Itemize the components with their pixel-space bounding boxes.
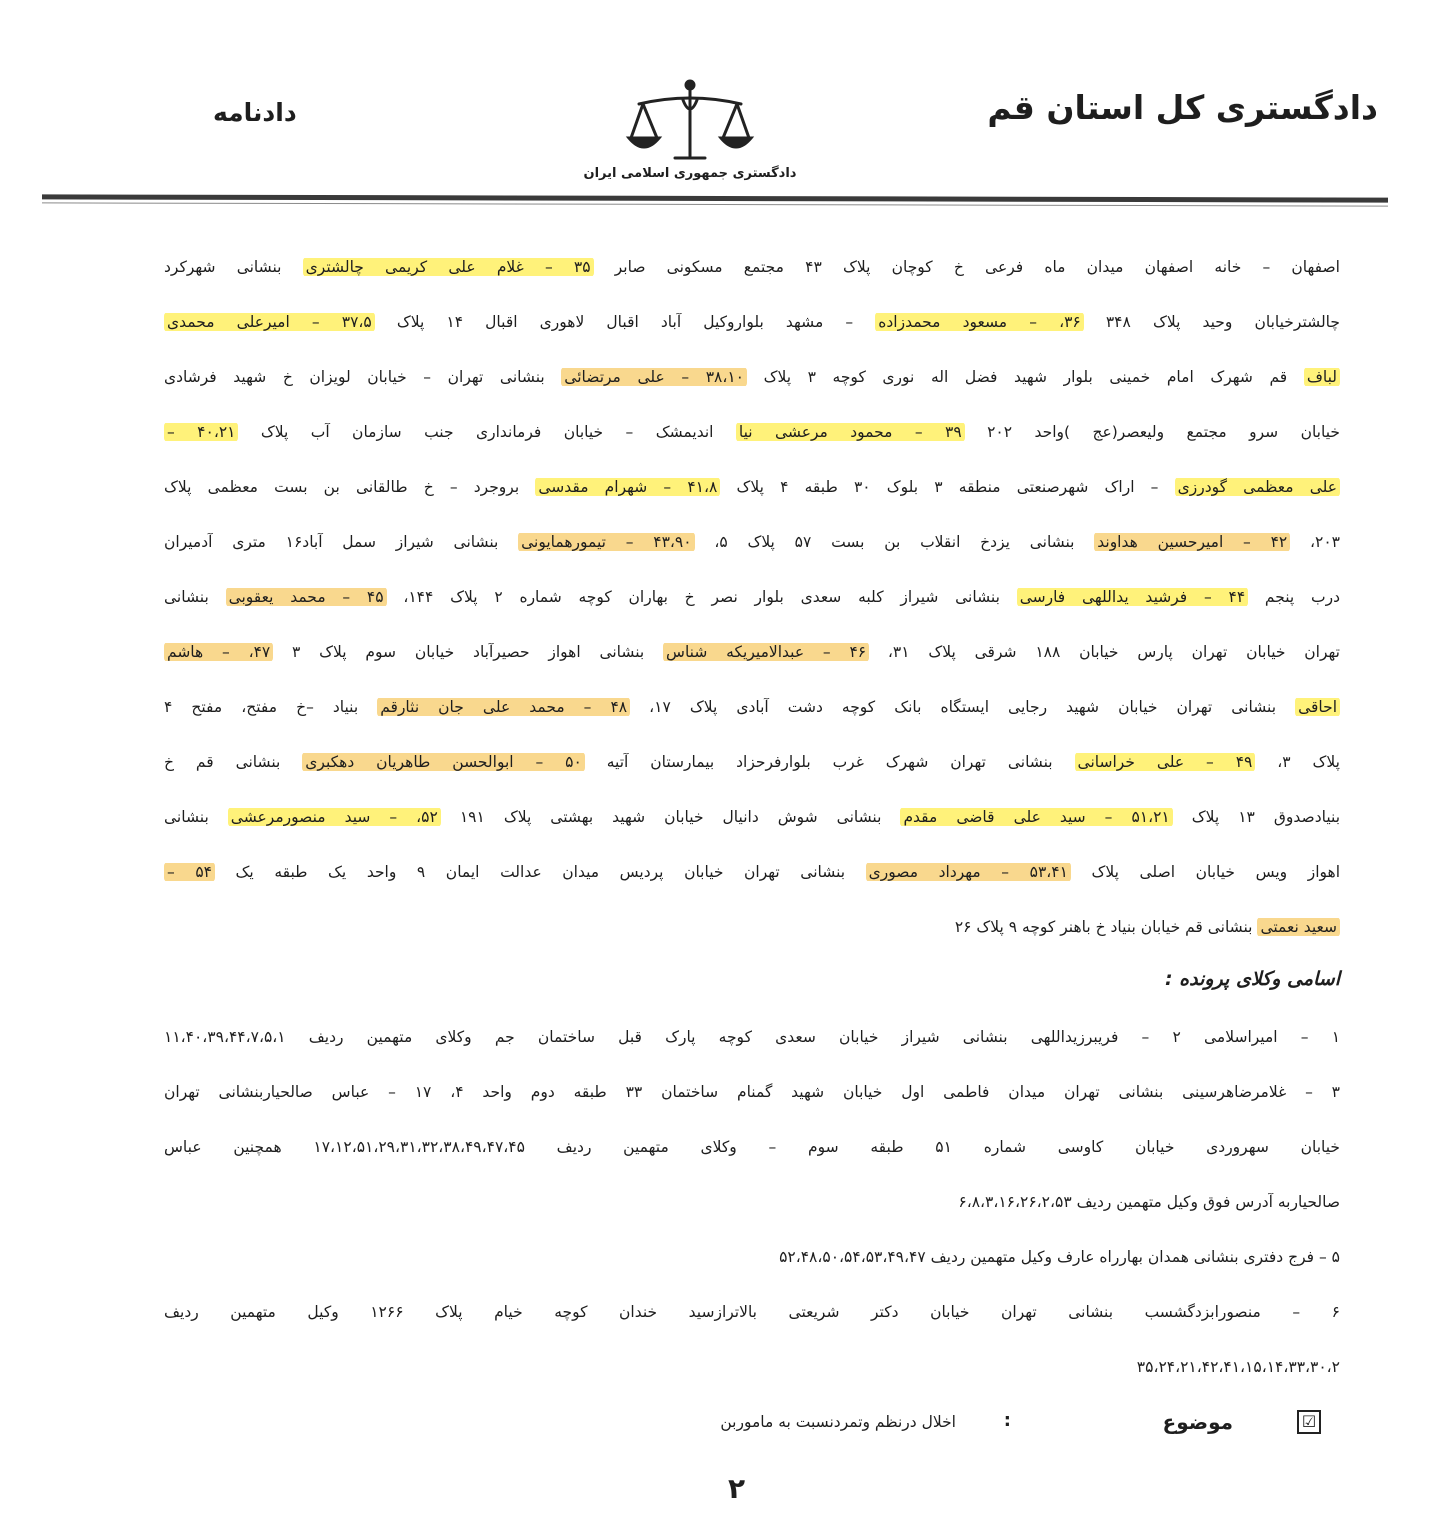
line-text: تهران خیابان تهران پارس خیابان ۱۸۸ شرقی پلاک ۳۱، [869,643,1340,661]
line-text: بنشانی یزدخ انقلاب بن بست ۵۷ پلاک ۵، [694,533,1095,551]
lawyer-line: خیابان سهروردی خیابان کاوسی شماره ۵۱ طبقه سوم – وکلای متهمین ردیف ۱۷،۱۲،۵۱،۲۹،۳۱،۳۲،۳۸،۴۹،۴۷،۴۵ همچنین عباس [164,1138,1340,1156]
checkbox-icon: ☑ [1297,1410,1321,1434]
highlighted-name: سعید نعمتی [1257,918,1340,936]
highlighted-name: ۴۸ – محمد علی جان نثارقم [377,698,630,716]
line-text: بروجرد – خ طالقانی بن بست معظمی پلاک [164,478,536,496]
line-text: قم شهرک امام خمینی بلوار شهید فضل اله نوری کوچه ۳ پلاک [747,368,1304,386]
highlighted-name: ۵۴ – [164,863,215,881]
line-text: بنشانی قم خ [164,753,303,771]
highlighted-name: علی معظمی گودرزی [1175,478,1340,496]
lawyer-line: صالحیاربه آدرس فوق وکیل متهمین ردیف ۶،۸،۳،۱۶،۲۶،۲،۵۳ [958,1193,1340,1211]
body-line [164,918,1340,936]
lawyer-line: ۳۵،۲۴،۲۱،۴۲،۴۱،۱۵،۱۴،۳۳،۳۰،۲ [1136,1358,1340,1376]
line-text: خیابان سرو مجتمع ولیعصر(عج )واحد ۲۰۲ [964,423,1340,441]
highlighted-name: ۵۲، – سید منصورمرعشی [228,808,441,826]
body-line [164,423,1340,441]
highlighted-name: ۵۱،۲۱ – سید علی قاضی مقدم [900,808,1172,826]
highlighted-name: ۳۵ – غلام علی کریمی چالشتری [303,258,594,276]
line-text: اصفهان – خانه اصفهان میدان ماه فرعی خ کوچان پلاک ۴۳ مجتمع مسکونی صابر [593,258,1340,276]
lawyer-line: ۵ – فرج دفتری بنشانی همدان بهارراه عارف وکیل متهمین ردیف ۵۲،۴۸،۵۰،۵۴،۵۳،۴۹،۴۷ [779,1248,1340,1266]
header-divider-thin [42,202,1388,206]
document-type: دادنامه [213,98,297,127]
page-number: ۲ [728,1472,746,1505]
line-text: بنشانی تهران – خیابان لویزان خ شهید فرشادی [164,368,562,386]
highlighted-name: ۳۷،۵ – امیرعلی محمدی [164,313,375,331]
line-text: بنشانی تهران خیابان شهید رجایی ایستگاه بانک کوچه دشت آبادی پلاک ۱۷، [630,698,1296,716]
highlighted-name: احاقی [1295,698,1340,716]
highlighted-name: ۴۱،۸ – شهرام مقدسی [535,478,720,496]
highlighted-name: ۴۹ – علی خراسانی [1075,753,1256,771]
body-line [164,258,1340,276]
court-name: دادگستری کل استان قم [987,88,1378,127]
body-line [164,753,1340,771]
line-text: بنشانی [164,808,228,826]
lawyer-line: ۱ – امیراسلامی ۲ – فریبرزیداللهی بنشانی شیراز خیابان سعدی کوچه پارک قبل ساختمان جم وکلای متهمین ردیف ۱۱،۴۰،۳۹،۴۴،۷،۵،۱ [164,1028,1340,1046]
highlighted-name: ۵۳،۴۱ – مهرداد مصوری [866,863,1071,881]
body-line [164,863,1340,881]
line-text: اهواز ویس خیابان اصلی پلاک [1070,863,1340,881]
line-text: چالشترخیابان وحید پلاک ۳۴۸ [1083,313,1340,331]
line-text: بنشانی [164,588,226,606]
highlighted-name: ۴۰،۲۱ – [164,423,238,441]
line-text: بنشانی شوش دانیال خیابان شهید بهشتی پلاک ۱۹۱ [440,808,901,826]
body-line [164,643,1340,661]
line-text: بنشانی شیراز کلبه سعدی بلوار نصر خ بهاران کوچه شماره ۲ پلاک ۱۴۴، [386,588,1017,606]
line-text: درب پنجم [1248,588,1340,606]
line-text: بنشانی تهران خیابان پردیس میدان عدالت ایمان ۹ واحد یک طبقه یک [214,863,866,881]
highlighted-name: ۴۷، – هاشم [164,643,273,661]
body-line [164,588,1340,606]
emblem-caption: دادگستری جمهوری اسلامی ایران [583,166,797,181]
line-text: بنشانی تهران شهرک غرب بلوارفرحزاد بیمارستان آتیه [584,753,1075,771]
highlighted-name: ۳۶، – مسعود محمدزاده [875,313,1083,331]
line-text: بنیادصدوق ۱۳ پلاک [1172,808,1340,826]
body-line [164,533,1340,551]
body-line [164,478,1340,496]
subject-label: موضوع [1162,1410,1233,1434]
lawyer-line: ۳ – غلامرضاهرسینی بنشانی تهران میدان فاطمی اول خیابان شهید گمنام ساختمان ۳۳ طبقه دوم واحد ۴، ۱۷ – عباس صالحیاربنشانی تهران [164,1083,1340,1101]
header-divider [42,194,1388,202]
line-text: ۲۰۳، [1290,533,1340,551]
highlighted-name: لباف [1304,368,1340,386]
line-text: اندیمشک – خیابان فرمانداری جنب سازمان آب پلاک [238,423,736,441]
lawyers-section-title: اسامی وکلای پرونده : [1164,968,1340,990]
line-text: بنشانی شهرکرد [164,258,303,276]
subject-value: اخلال درنظم وتمردنسبت به ماموربن [720,1413,956,1431]
subject-colon: : [1003,1410,1011,1431]
justice-scales-emblem [625,78,755,164]
body-line [164,368,1340,386]
lawyer-line: ۶ – منصورابزدگشسب بنشانی تهران خیابان دکتر شریعتی بالاترازسید خندان کوچه خیام پلاک ۱۲۶۶ وکیل متهمین ردیف [164,1303,1340,1321]
highlighted-name: ۴۳،۹۰ – تیمورهمایونی [518,533,694,551]
highlighted-name: ۳۸،۱۰ – علی مرتضائی [561,368,747,386]
body-line [164,698,1340,716]
line-text: بنشانی قم خیابان بنیاد خ باهنر کوچه ۹ پلاک ۲۶ [954,918,1258,936]
line-text: بنشانی شیراز سمل آباد۱۶ متری آدمیران [164,533,519,551]
subject-row [721,1410,1321,1442]
highlighted-name: ۴۲ – امیرحسین هداوند [1094,533,1290,551]
line-text: – اراک شهرصنعتی منطقه ۳ بلوک ۳۰ طبقه ۴ پلاک [720,478,1175,496]
line-text: بنیاد –خ مفتح، مفتح ۴ [164,698,378,716]
highlighted-name: ۴۴ – فرشید یداللهی فارسی [1017,588,1248,606]
highlighted-name: ۴۶ – عبدالامیریکه شناس [663,643,869,661]
line-text: پلاک ۳، [1255,753,1340,771]
highlighted-name: ۳۹ – محمود مرعشی نیا [736,423,965,441]
line-text: – مشهد بلواروکیل آباد اقبال لاهوری اقبال ۱۴ پلاک [374,313,876,331]
highlighted-name: ۴۵ – محمد یعقوبی [226,588,387,606]
highlighted-name: ۵۰ – ابوالحسن طاهریان دهکبری [302,753,585,771]
line-text: بنشانی اهواز حصیرآباد خیابان سوم پلاک ۳ [273,643,664,661]
body-line [164,808,1340,826]
body-line [164,313,1340,331]
